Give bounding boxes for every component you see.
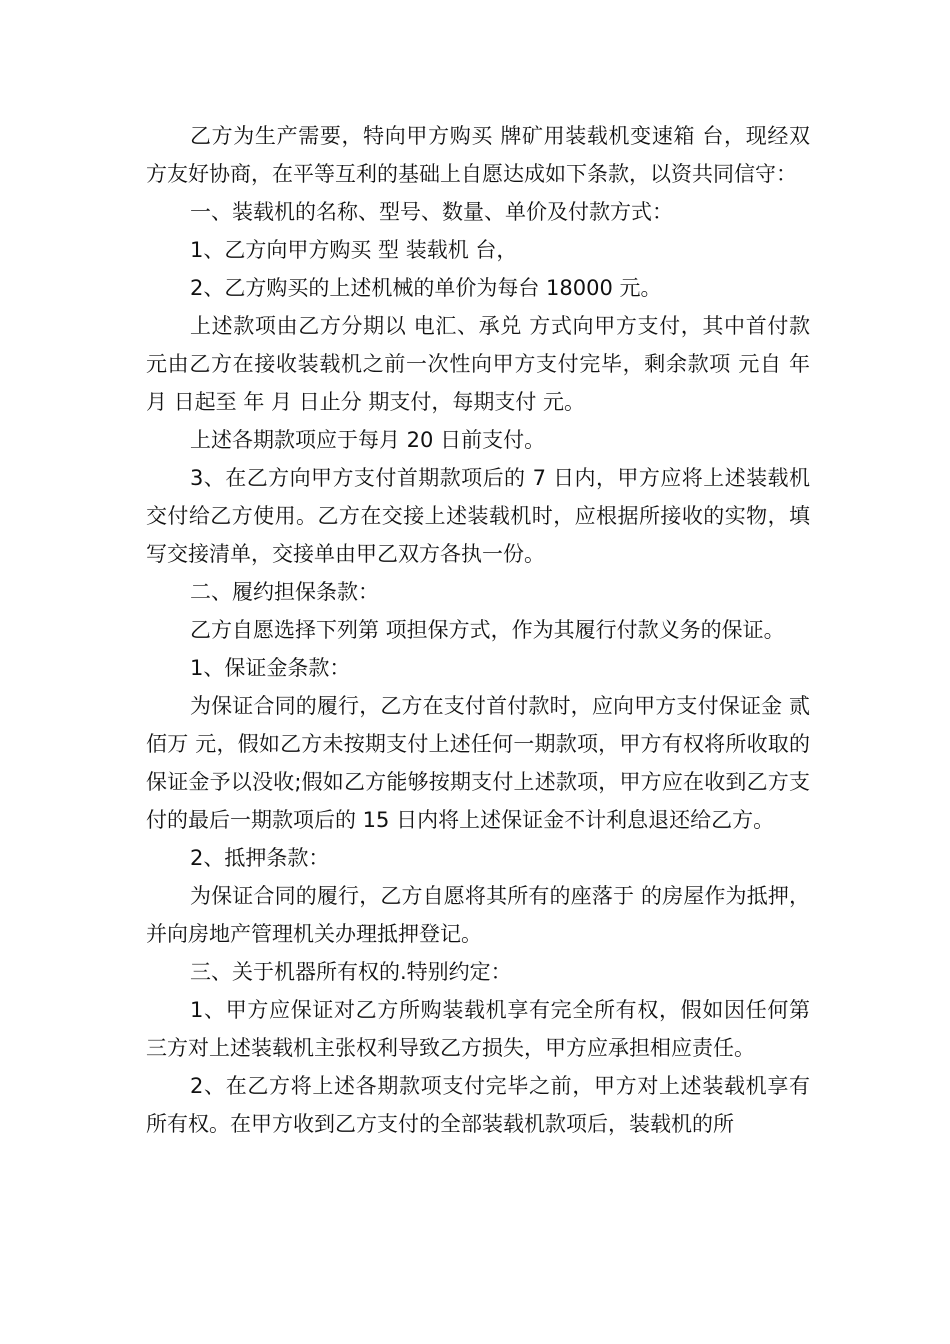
clause-2-2-heading: 2、抵押条款： — [190, 846, 330, 870]
clause-1-2: 2、乙方购买的上述机械的单价为每台 18000 元。 — [190, 276, 662, 300]
section-heading-1: 一、装载机的名称、型号、数量、单价及付款方式： — [190, 200, 673, 224]
payment-deadline-paragraph: 上述各期款项应于每月 20 日前支付。 — [190, 428, 546, 452]
clause-3-2: 2、在乙方将上述各期款项支付完毕之前，甲方对上述装载机享有所有权。在甲方收到乙方支付的全部装载机款项后，装载机的所 — [146, 1074, 810, 1136]
clause-3-1: 1、甲方应保证对乙方所购装载机享有完全所有权，假如因任何第三方对上述装载机主张权利导致乙方损失，甲方应承担相应责任。 — [146, 998, 810, 1060]
deposit-paragraph: 为保证合同的履行，乙方在支付首付款时，应向甲方支付保证金 贰佰万 元，假如乙方未按期支付上述任何一期款项，甲方有权将所收取的保证金予以没收;假如乙方能够按期支付上述款项，甲方应在收到乙方支付的最后一期款项后的 15 日内将上述保证金不计利息退还给乙方。 — [146, 694, 810, 832]
clause-1-1: 1、乙方向甲方购买 型 装载机 台， — [190, 238, 518, 262]
mortgage-paragraph: 为保证合同的履行，乙方自愿将其所有的座落于 的房屋作为抵押，并向房地产管理机关办理抵押登记。 — [146, 884, 810, 946]
payment-terms-paragraph: 上述款项由乙方分期以 电汇、承兑 方式向甲方支付，其中首付款 元由乙方在接收装载机之前一次性向甲方支付完毕，剩余款项 元自 年 月 日起至 年 月 日止分 期支付，每期支付 元。 — [146, 314, 810, 414]
guarantee-choice-paragraph: 乙方自愿选择下列第 项担保方式，作为其履行付款义务的保证。 — [190, 618, 785, 642]
section-heading-3: 三、关于机器所有权的.特别约定： — [190, 960, 512, 984]
section-heading-2: 二、履约担保条款： — [190, 580, 379, 604]
clause-1-3: 3、在乙方向甲方支付首期款项后的 7 日内，甲方应将上述装载机交付给乙方使用。乙方在交接上述装载机时，应根据所接收的实物，填写交接清单，交接单由甲乙双方各执一份。 — [146, 466, 810, 566]
clause-2-1-heading: 1、保证金条款： — [190, 656, 351, 680]
paragraph-intro: 乙方为生产需要，特向甲方购买 牌矿用装载机变速箱 台，现经双方友好协商，在平等互利的基础上自愿达成如下条款，以资共同信守： — [146, 124, 810, 186]
document-body — [146, 117, 810, 1143]
